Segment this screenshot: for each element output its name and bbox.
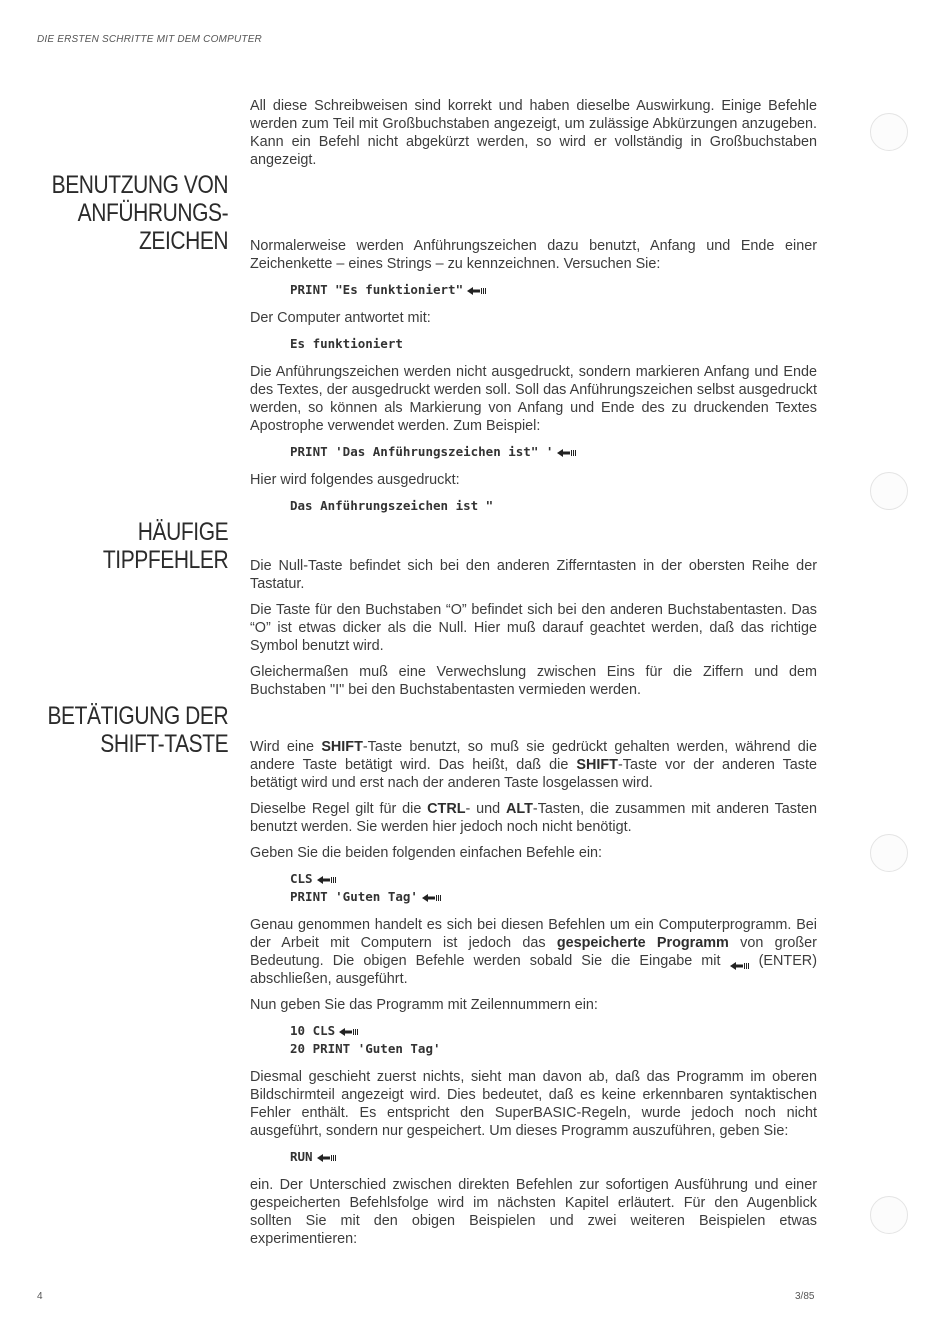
emphasis-stored-program: gespeicherte Programm <box>556 935 729 951</box>
quotes-paragraph-2: Der Computer antwortet mit: <box>250 310 431 326</box>
page-number: 4 <box>37 1291 43 1302</box>
text-run: (ENTER) abschließen, ausgeführt. <box>250 953 817 987</box>
shift-paragraph-6: Diesmal geschieht zuerst nichts, sieht man davon ab, daß das Programm im oberen Bildschirmteil angezeigt wird. Dies bedeutet, daß es keine erkennbaren syntaktischen Fehler enthält. Es entspricht den SuperBASIC-Regeln, wurde jedoch noch nicht ausgeführt, sondern nur gespeichert. Um dieses Programm auszuführen, geben Sie: <box>250 1069 817 1139</box>
enter-key-icon <box>467 287 487 295</box>
quotes-paragraph-4: Hier wird folgendes ausgedruckt: <box>250 472 460 488</box>
code-line <box>290 1040 817 1058</box>
shift-paragraph-4 <box>250 916 817 988</box>
code-text: 10 CLS <box>290 1023 336 1038</box>
text-run: Dieselbe Regel gilt für die <box>250 801 428 817</box>
shift-paragraph-7: ein. Der Unterschied zwischen direkten Befehlen zur sofortigen Ausführung und einer gespeicherten Befehlsfolge wird im nächsten Kapitel erläutert. Für den Augenblick sollten Sie mit den obigen Beispielen und zwei weiteren Beispielen etwas experimentieren: <box>250 1177 817 1247</box>
quotes-paragraph-3: Die Anführungszeichen werden nicht ausgedruckt, sondern markieren Anfang und Ende des Textes, der ausgedruckt werden soll. Soll das Anführungszeichen selbst ausgedruckt werden, so können als Markierung von Anfang und Ende des zu druckenden Textes Apostrophe verwendet werden. Zum Beispiel: <box>250 364 817 434</box>
section-shift <box>250 738 817 1256</box>
enter-key-icon <box>557 449 577 457</box>
code-line: Es funktioniert <box>290 336 403 351</box>
section-quotes <box>250 237 817 525</box>
code-output-1 <box>290 335 817 353</box>
code-line: PRINT 'Das Anführungszeichen ist" ' <box>290 444 554 459</box>
intro-paragraph: All diese Schreibweisen sind korrekt und haben dieselbe Auswirkung. Einige Befehle werden zum Teil mit Großbuchstaben angezeigt, um zulässige Abkürzungen anzugeben. Kann ein Befehl nicht abgekürzt werden, so wird er vollständig in Großbuchstaben angezeigt. <box>250 98 817 168</box>
enter-key-icon <box>339 1028 359 1036</box>
text-run: -Taste benutzt, so muß sie gedrückt gehalten werden, während die andere Taste betätigt wird. Das heißt, daß die <box>250 739 818 773</box>
text-run: Wird eine <box>250 739 322 755</box>
intro-block <box>250 97 817 177</box>
text-run: -Taste vor der anderen Taste betätigt wird und erst nach der anderen Taste losgelassen wird. <box>250 757 817 791</box>
key-name-alt: ALT <box>506 801 533 817</box>
shift-paragraph-2 <box>250 800 817 836</box>
text-run: - und <box>465 801 506 817</box>
typos-paragraph-3: Gleichermaßen muß eine Verwechslung zwischen Eins für die Ziffern und dem Buchstaben "I" bei den Buchstabentasten vermieden werden. <box>250 664 817 698</box>
code-output-2 <box>290 497 817 515</box>
text-run: Genau genommen handelt es sich bei diesen Befehlen um ein Computerprogramm. Bei der Arbeit mit Computern ist jedoch das <box>250 917 817 951</box>
key-name-shift: SHIFT <box>576 757 618 773</box>
heading-typos <box>103 518 228 574</box>
code-text: CLS <box>290 871 313 886</box>
code-text: 20 PRINT 'Guten Tag' <box>290 1041 441 1056</box>
text-run: -Tasten, die zusammen mit anderen Tasten benutzt werden. Sie werden hier jedoch noch nicht benötigt. <box>250 801 817 835</box>
punch-hole-icon <box>870 1196 908 1234</box>
code-print-quotes <box>290 281 817 299</box>
heading-line: SHIFT-TASTE <box>100 730 228 758</box>
code-run <box>290 1148 817 1166</box>
heading-line: BENUTZUNG VON <box>51 171 228 199</box>
code-line: PRINT "Es funktioniert" <box>290 282 464 297</box>
code-text: RUN <box>290 1149 313 1164</box>
heading-line: ANFÜHRUNGS- <box>77 199 228 227</box>
code-line: Das Anführungszeichen ist " <box>290 498 494 513</box>
code-print-apostrophe <box>290 443 817 461</box>
shift-paragraph-5: Nun geben Sie das Programm mit Zeilennummern ein: <box>250 997 598 1013</box>
key-name-shift: SHIFT <box>321 739 363 755</box>
code-line <box>290 870 817 888</box>
heading-line: BETÄTIGUNG DER <box>47 702 228 730</box>
heading-quotes <box>51 171 228 255</box>
shift-paragraph-3: Geben Sie die beiden folgenden einfachen Befehle ein: <box>250 845 603 861</box>
code-cls-print <box>290 870 817 906</box>
enter-key-icon <box>317 876 337 884</box>
enter-key-icon <box>422 894 442 902</box>
heading-line: ZEICHEN <box>138 227 228 255</box>
shift-paragraph-1 <box>250 738 817 792</box>
enter-key-icon <box>317 1154 337 1162</box>
heading-line: HÄUFIGE <box>137 518 228 546</box>
key-name-ctrl: CTRL <box>427 801 466 817</box>
date-code: 3/85 <box>795 1291 815 1302</box>
quotes-paragraph-1: Normalerweise werden Anführungszeichen dazu benutzt, Anfang und Ende einer Zeichenkette – eines Strings – zu kennzeichnen. Versuchen Sie: <box>250 238 817 272</box>
typos-paragraph-2: Die Taste für den Buchstaben “O” befindet sich bei den anderen Buchstabentasten. Das “O” ist etwas dicker als die Null. Hier muß darauf geachtet werden, daß das richtige Symbol benutzt wird. <box>250 602 817 654</box>
running-header: DIE ERSTEN SCHRITTE MIT DEM COMPUTER <box>37 34 262 45</box>
code-text: PRINT 'Guten Tag' <box>290 889 418 904</box>
text-run: von großer Bedeutung. Die obigen Befehle werden sobald Sie die Eingabe mit <box>250 935 817 969</box>
enter-key-icon <box>730 957 750 965</box>
punch-hole-icon <box>870 113 908 151</box>
code-numbered-program <box>290 1022 817 1058</box>
typos-paragraph-1: Die Null-Taste befindet sich bei den anderen Zifferntasten in der obersten Reihe der Tastatur. <box>250 558 817 592</box>
section-typos <box>250 557 817 707</box>
punch-hole-icon <box>870 472 908 510</box>
heading-shift <box>47 702 228 758</box>
punch-hole-icon <box>870 834 908 872</box>
heading-line: TIPPFEHLER <box>102 546 228 574</box>
code-line <box>290 1022 817 1040</box>
code-line <box>290 888 817 906</box>
